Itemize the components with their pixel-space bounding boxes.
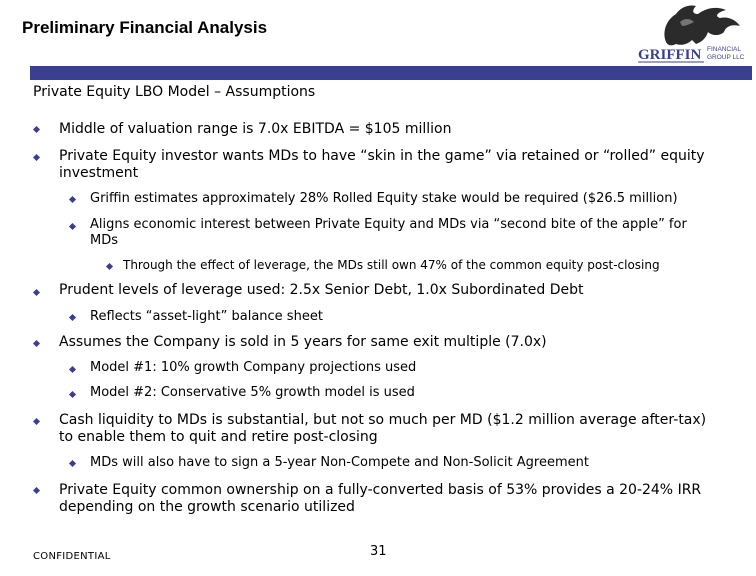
title-band — [30, 66, 752, 80]
bullet-diamond-icon — [69, 314, 76, 321]
bullet-diamond-icon — [33, 154, 40, 161]
bullet-diamond-icon — [33, 487, 40, 494]
bullet-diamond-icon — [33, 126, 40, 133]
sub-sub-bullet-leverage-effect: Through the effect of leverage, the MDs still own 47% of the common equity post-closing — [123, 258, 660, 272]
page-number: 31 — [370, 544, 387, 559]
sub-bullet-aligns-line-1: Aligns economic interest between Private Equity and MDs via “second bite of the apple” for — [90, 217, 687, 232]
sub-bullet-asset-light: Reflects “asset-light” balance sheet — [90, 309, 323, 324]
bullet-exit: Assumes the Company is sold in 5 years for same exit multiple (7.0x) — [59, 334, 547, 350]
bullet-cash-liquidity-line-2: to enable them to quit and retire post-closing — [59, 429, 378, 445]
slide-subtitle: Private Equity LBO Model – Assumptions — [33, 84, 316, 100]
confidential-label: CONFIDENTIAL — [33, 551, 111, 562]
bullet-diamond-icon — [69, 391, 76, 398]
bullet-diamond-icon — [69, 366, 76, 373]
bullet-diamond-icon — [33, 289, 40, 296]
page-title: Preliminary Financial Analysis — [22, 18, 268, 37]
sub-bullet-non-compete: MDs will also have to sign a 5-year Non-Compete and Non-Solicit Agreement — [90, 455, 589, 470]
griffin-emblem-icon — [664, 5, 740, 45]
bullet-diamond-icon — [106, 263, 113, 270]
sub-bullet-rolled-equity: Griffin estimates approximately 28% Rolled Equity stake would be required ($26.5 million) — [90, 191, 678, 206]
bullet-ownership-line-1: Private Equity common ownership on a fully-converted basis of 53% provides a 20-24% IRR — [59, 482, 702, 498]
bullet-cash-liquidity-line-1: Cash liquidity to MDs is substantial, but not so much per MD ($1.2 million average after-tax) — [59, 412, 707, 428]
bullet-diamond-icon — [69, 460, 76, 467]
sub-bullet-model-1: Model #1: 10% growth Company projections used — [90, 360, 417, 375]
logo-small-line-1: FINANCIAL — [707, 46, 741, 53]
bullet-leverage: Prudent levels of leverage used: 2.5x Senior Debt, 1.0x Subordinated Debt — [59, 282, 584, 298]
bullet-diamond-icon — [69, 223, 76, 230]
bullet-diamond-icon — [69, 196, 76, 203]
logo-wordmark: GRIFFIN — [638, 47, 702, 63]
sub-bullet-model-2: Model #2: Conservative 5% growth model is used — [90, 385, 415, 400]
griffin-logo — [636, 2, 750, 70]
bullet-skin-in-game-line-1: Private Equity investor wants MDs to have “skin in the game” via retained or “rolled” equity — [59, 148, 705, 164]
bullet-diamond-icon — [33, 340, 40, 347]
bullet-diamond-icon — [33, 418, 40, 425]
logo-small-line-2: GROUP LLC — [707, 54, 745, 61]
sub-bullet-aligns-line-2: MDs — [90, 233, 118, 248]
bullet-skin-in-game-line-2: investment — [59, 165, 139, 181]
bullet-ownership-line-2: depending on the growth scenario utilized — [59, 499, 355, 515]
bullet-valuation: Middle of valuation range is 7.0x EBITDA = $105 million — [59, 121, 452, 137]
